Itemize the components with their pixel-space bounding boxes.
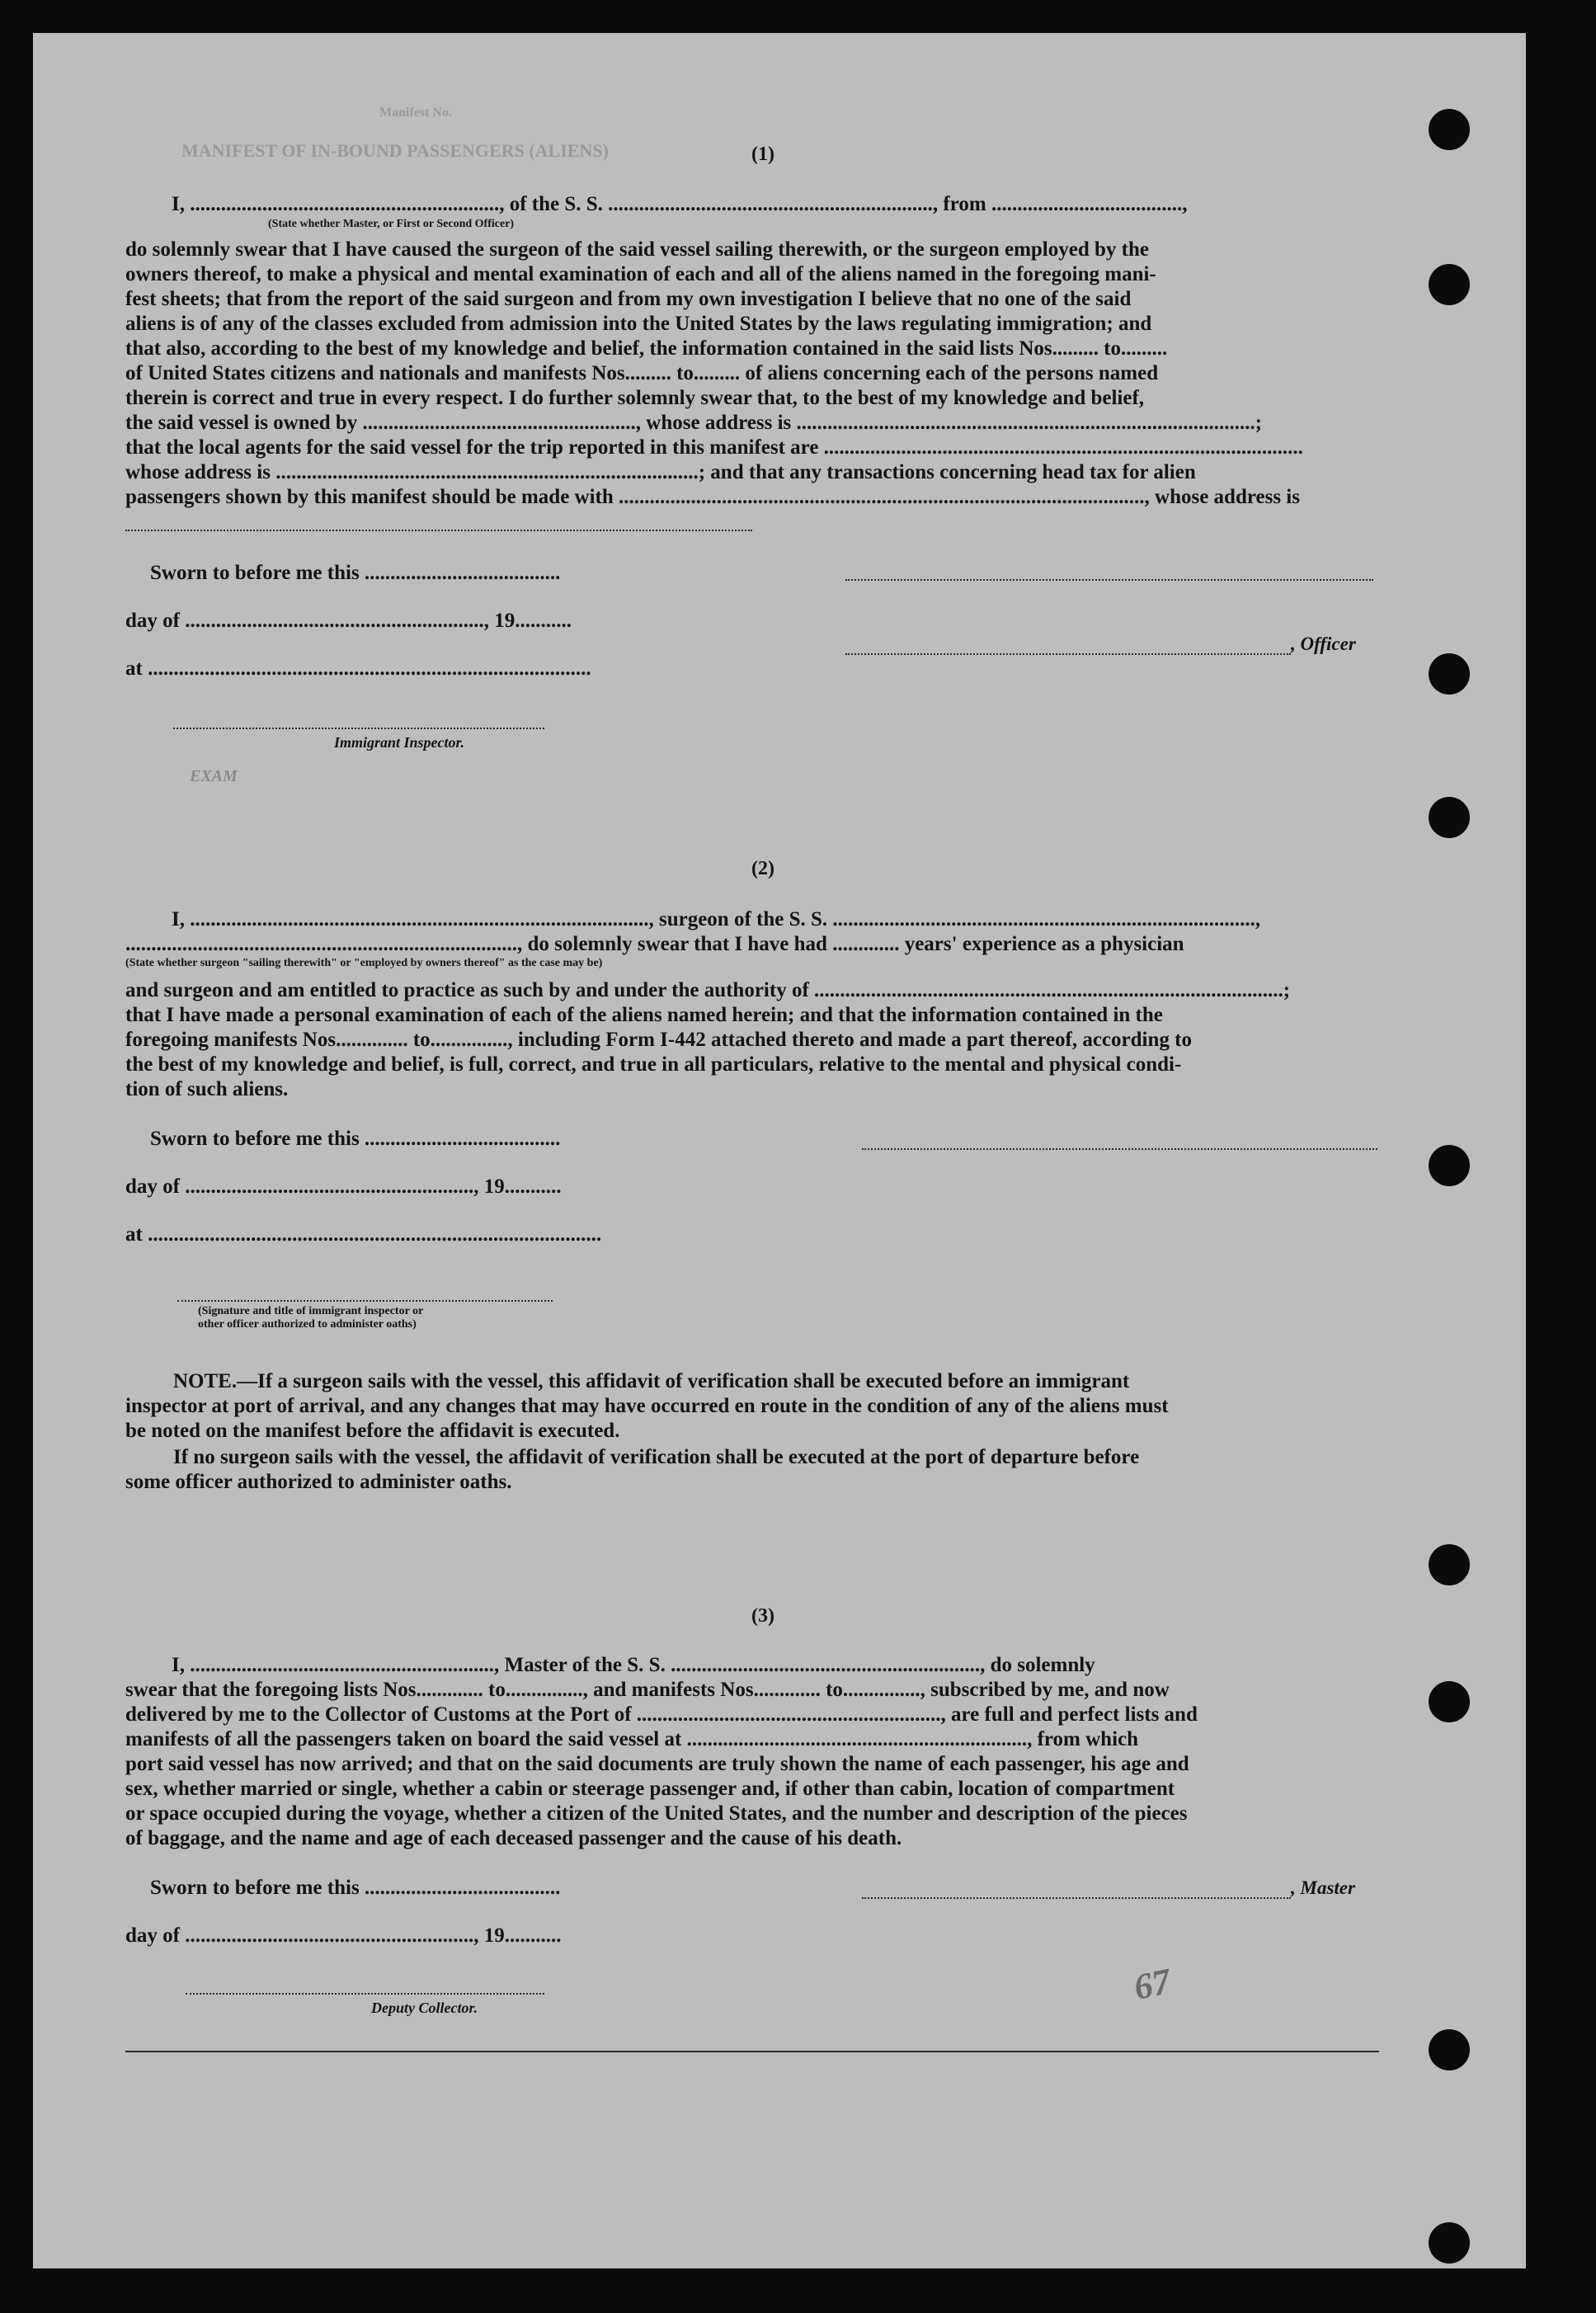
faint-manifest-no: Manifest No. bbox=[379, 106, 452, 120]
section-3-line-1: I, ..........................................................., Master of the S. S. ............................................................, do solemnly bbox=[172, 1654, 1095, 1676]
faint-header-title: MANIFEST OF IN-BOUND PASSENGERS (ALIENS) bbox=[181, 140, 609, 161]
punch-hole-7 bbox=[1429, 1681, 1470, 1722]
punch-hole-3 bbox=[1429, 653, 1470, 695]
surgeon-signature-line bbox=[862, 1148, 1377, 1150]
master-caption: , Master bbox=[1291, 1877, 1355, 1898]
section-2-line-2: ............................................................................, do solemnly swear that I have had ............. years' experience as a physician bbox=[125, 933, 1184, 955]
section-1-para-11: passengers shown by this manifest should be made with ......................................................................................................, whose address is bbox=[125, 486, 1300, 508]
manifest-page bbox=[33, 33, 1526, 2268]
section-1-para-7: therein is correct and true in every respect. I do further solemnly swear that, to the best of my knowledge and belief, bbox=[125, 387, 1145, 409]
section-2-signature-line bbox=[177, 1300, 553, 1302]
punch-hole-5 bbox=[1429, 1145, 1470, 1186]
section-1-sworn-line: Sworn to before me this ...................................... bbox=[150, 562, 561, 584]
section-3-sworn-line: Sworn to before me this ...................................... bbox=[150, 1877, 561, 1899]
officer-signature-line bbox=[845, 653, 1291, 655]
section-3-para-1: swear that the foregoing lists Nos............. to..............., and manifests Nos............. to..............., subscribed by me, and now bbox=[125, 1679, 1170, 1701]
punch-hole-4 bbox=[1429, 797, 1470, 838]
inspector-signature-line bbox=[173, 728, 544, 729]
handwritten-mark: 67 bbox=[1130, 1960, 1175, 2009]
note-line-5: some officer authorized to administer oaths. bbox=[125, 1471, 512, 1493]
section-1-para-1: do solemnly swear that I have caused the surgeon of the said vessel sailing therewith, or the surgeon employed by the bbox=[125, 238, 1149, 261]
section-1-day-line: day of .........................................................., 19........... bbox=[125, 610, 572, 632]
punch-hole-8 bbox=[1429, 2029, 1470, 2070]
section-3-para-6: or space occupied during the voyage, whether a citizen of the United States, and the number and description of the pieces bbox=[125, 1802, 1188, 1825]
section-1-para-8: the said vessel is owned by ....................................................., whose address is .........................................................................................; bbox=[125, 412, 1263, 434]
section-2-para-1: and surgeon and am entitled to practice as such by and under the authority of ...........................................................................................; bbox=[125, 979, 1291, 1001]
inspector-caption: Immigrant Inspector. bbox=[334, 734, 465, 751]
section-2-number: (2) bbox=[751, 858, 774, 879]
punch-hole-2 bbox=[1429, 264, 1470, 305]
note-line-1: NOTE.—If a surgeon sails with the vessel, this affidavit of verification shall be executed before an immigrant bbox=[173, 1370, 1130, 1392]
section-2-caption: (State whether surgeon "sailing therewith" or "employed by owners thereof" as the case may be) bbox=[125, 957, 603, 969]
section-3-day-line: day of ........................................................, 19........... bbox=[125, 1924, 562, 1947]
section-1-para-2: owners thereof, to make a physical and mental examination of each and all of the aliens named in the foregoing mani- bbox=[125, 263, 1156, 285]
collector-signature-line bbox=[186, 1993, 544, 1995]
officer-caption: , Officer bbox=[1291, 634, 1356, 654]
section-3-para-4: port said vessel has now arrived; and that on the said documents are truly shown the name of each passenger, his age and bbox=[125, 1753, 1189, 1775]
officer-signature-line-top bbox=[845, 579, 1373, 581]
section-2-day-line: day of ........................................................, 19........... bbox=[125, 1175, 562, 1198]
master-signature-line bbox=[862, 1897, 1291, 1899]
section-3-para-3: manifests of all the passengers taken on board the said vessel at .................................................................., from which bbox=[125, 1728, 1139, 1750]
section-2-sworn-line: Sworn to before me this ...................................... bbox=[150, 1128, 561, 1150]
section-2-at-line: at ........................................................................................ bbox=[125, 1223, 602, 1246]
note-line-4: If no surgeon sails with the vessel, the affidavit of verification shall be executed at the port of departure before bbox=[173, 1446, 1140, 1468]
exam-stamp: EXAM bbox=[190, 767, 238, 785]
section-1-caption: (State whether Master, or First or Second Officer) bbox=[268, 218, 515, 230]
section-1-line-1: I, ............................................................, of the S. S. ..............................................................., from ....................................., bbox=[172, 193, 1188, 215]
note-line-2: inspector at port of arrival, and any changes that may have occurred en route in the condition of any of the aliens must bbox=[125, 1395, 1169, 1417]
section-1-para-3: fest sheets; that from the report of the said surgeon and from my own investigation I believe that no one of the said bbox=[125, 288, 1132, 310]
section-2-caption-line-2: other officer authorized to administer oaths) bbox=[198, 1318, 417, 1331]
punch-hole-9 bbox=[1429, 2222, 1470, 2264]
punch-hole-6 bbox=[1429, 1544, 1470, 1585]
section-2-para-4: the best of my knowledge and belief, is full, correct, and true in all particulars, relative to the mental and physical condi- bbox=[125, 1053, 1182, 1076]
section-1-para-10: whose address is ..................................................................................; and that any transactions concerning head tax for alien bbox=[125, 461, 1196, 483]
section-3-para-7: of baggage, and the name and age of each deceased passenger and the cause of his death. bbox=[125, 1827, 902, 1849]
section-1-para-5: that also, according to the best of my knowledge and belief, the information contained in the said lists Nos......... to......... bbox=[125, 337, 1168, 360]
section-1-number: (1) bbox=[751, 144, 774, 165]
section-1-para-4: aliens is of any of the classes excluded from admission into the United States by the laws regulating immigration; and bbox=[125, 313, 1152, 335]
section-1-para-6: of United States citizens and nationals and manifests Nos......... to......... of aliens concerning each of the persons named bbox=[125, 362, 1159, 384]
section-1-para-9: that the local agents for the said vessel for the trip reported in this manifest are ............................................................................................. bbox=[125, 436, 1303, 459]
section-3-para-5: sex, whether married or single, whether a cabin or steerage passenger and, if other than cabin, location of compartment bbox=[125, 1778, 1175, 1800]
section-3-number: (3) bbox=[751, 1605, 774, 1627]
section-3-para-2: delivered by me to the Collector of Customs at the Port of ..........................................................., are full and perfect lists and bbox=[125, 1703, 1198, 1726]
section-2-para-2: that I have made a personal examination of each of the aliens named herein; and that the information contained in the bbox=[125, 1004, 1163, 1026]
section-2-line-1: I, ........................................................................................., surgeon of the S. S. .................................................................................., bbox=[172, 908, 1261, 930]
bottom-rule bbox=[125, 2051, 1379, 2052]
section-2-caption-line-1: (Signature and title of immigrant inspector or bbox=[198, 1305, 424, 1317]
section-2-para-5: tion of such aliens. bbox=[125, 1078, 289, 1100]
note-line-3: be noted on the manifest before the affidavit is executed. bbox=[125, 1420, 620, 1442]
collector-caption: Deputy Collector. bbox=[371, 2000, 478, 2016]
section-1-at-line: at ...................................................................................... bbox=[125, 657, 591, 680]
section-1-para-rule bbox=[125, 530, 752, 531]
section-2-para-3: foregoing manifests Nos.............. to..............., including Form I-442 attached thereto and made a part thereof, according to bbox=[125, 1029, 1192, 1051]
